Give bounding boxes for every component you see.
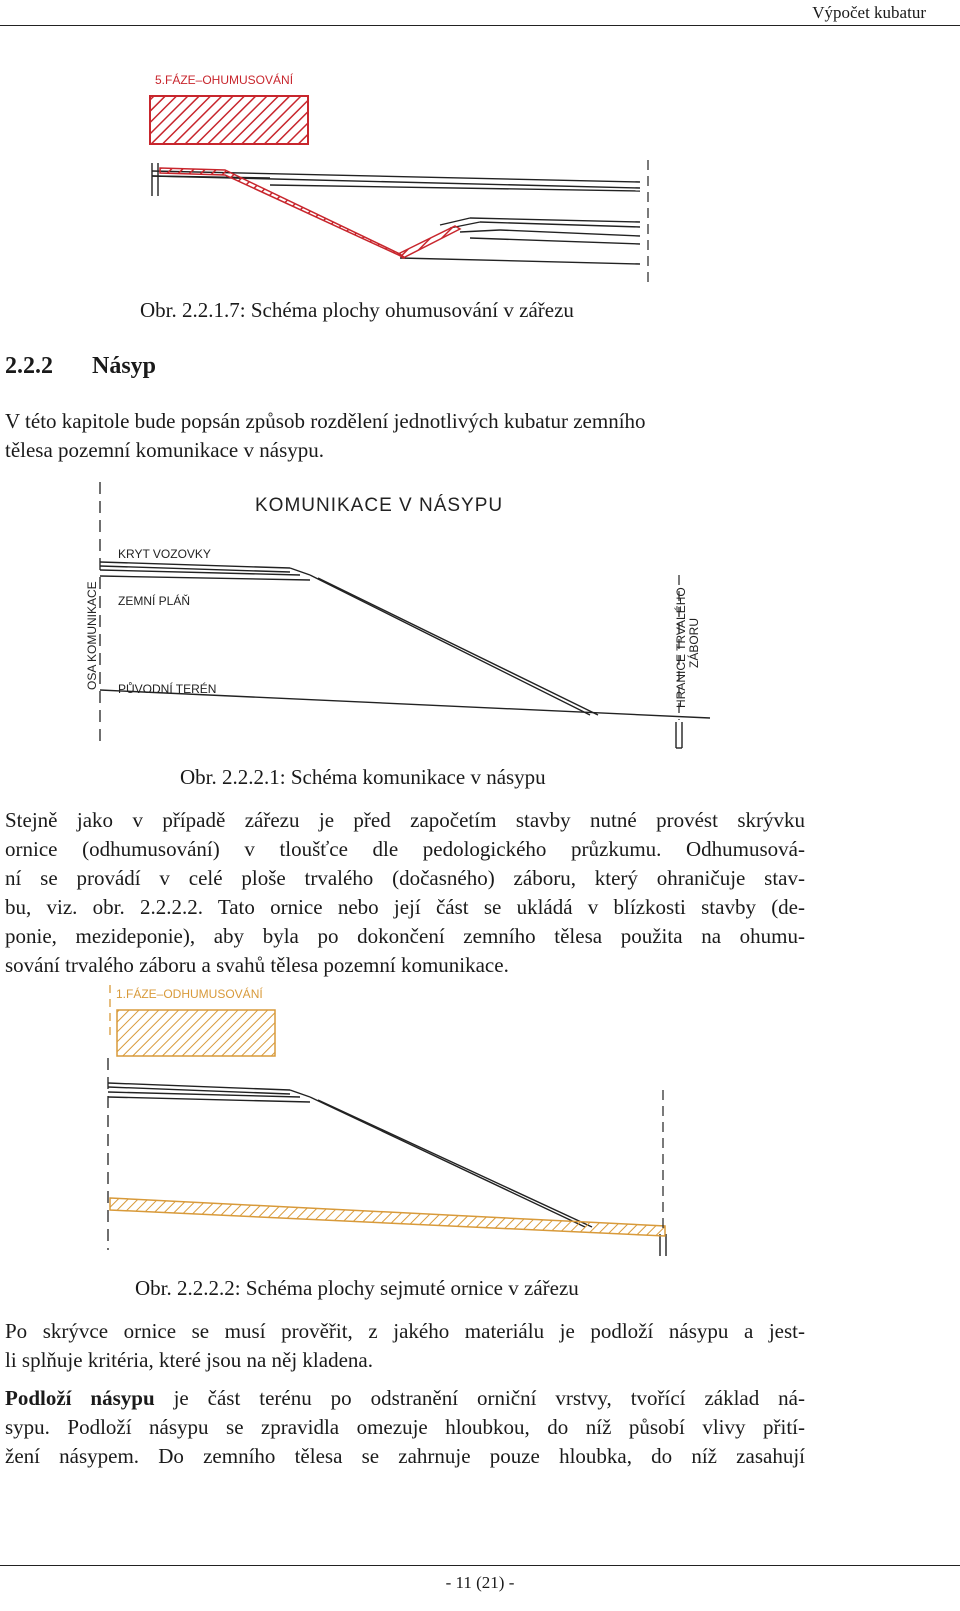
figure2-title: KOMUNIKACE V NÁSYPU <box>255 495 504 516</box>
figure1-caption: Obr. 2.2.1.7: Schéma plochy ohumusování v zářezu <box>140 298 574 322</box>
embankment-lines <box>100 562 710 748</box>
para2-line-2: ornice (odhumusování) v tloušťce dle pedologického průzkumu. Odhumusová- <box>5 837 805 861</box>
para3-line-2: li splňuje kritéria, které jsou na něj kladena. <box>5 1348 373 1372</box>
para2-line-1: Stejně jako v případě zářezu je před započetím stavby nutné provést skrývku <box>5 808 805 832</box>
para2-line-6: sování trvalého záboru a svahů tělesa pozemní komunikace. <box>5 953 509 977</box>
label-puvodni-teren: PŮVODNÍ TERÉN <box>118 682 217 696</box>
figure-cut-humus-diagram <box>0 50 960 290</box>
label-kryt-vozovky: KRYT VOZOVKY <box>118 547 211 561</box>
para3-line-1: Po skrývce ornice se musí prověřit, z jakého materiálu je podloží násypu a jest- <box>5 1319 805 1343</box>
para4-line-2: sypu. Podloží násypu se zpravidla omezuje hloubkou, do níž působí vlivy přití- <box>5 1415 805 1439</box>
legend-red-box <box>150 96 308 144</box>
intro-line-1: V této kapitole bude popsán způsob rozdělení jednotlivých kubatur zemního <box>5 409 646 433</box>
section-number: 2.2.2 <box>5 353 53 379</box>
figure-topsoil-removal-diagram <box>0 980 960 1260</box>
intro-paragraph <box>5 407 805 465</box>
figure3-caption: Obr. 2.2.2.2: Schéma plochy sejmuté ornice v zářezu <box>135 1276 579 1300</box>
figure3-label: 1.FÁZE–ODHUMUSOVÁNÍ <box>116 987 263 1001</box>
para4-line-1 <box>5 1384 805 1413</box>
page-number: - 11 (21) - <box>445 1573 515 1592</box>
paragraph-topsoil <box>5 806 805 980</box>
figure-embankment-diagram <box>0 470 960 760</box>
label-zemni-plan: ZEMNÍ PLÁŇ <box>118 594 191 608</box>
legend-orange-box <box>117 1010 275 1056</box>
para4-line-1-rest: je část terénu po odstranění orniční vrstvy, tvořící základ ná- <box>154 1386 805 1410</box>
label-hranice-2: ZÁBORU <box>687 617 701 668</box>
paragraph-subsoil-check <box>5 1317 805 1375</box>
para2-line-3: ní se provádí v celé ploše trvalého (dočasného) záboru, který ohraničuje stav- <box>5 866 805 890</box>
paragraph-embankment-base <box>5 1384 805 1471</box>
header-rule <box>0 25 960 26</box>
para4-line-3: žení násypem. Do zemního tělesa se zahrnuje pouze hloubka, do níž zasahují <box>5 1444 805 1468</box>
label-osa-komunikace: OSA KOMUNIKACE <box>85 581 99 690</box>
topsoil-strip <box>110 1198 665 1236</box>
figure2-caption: Obr. 2.2.2.1: Schéma komunikace v násypu <box>180 765 546 789</box>
running-header: Výpočet kubatur <box>812 3 926 22</box>
cut-slope-humus <box>160 168 460 258</box>
intro-line-2: tělesa pozemní komunikace v násypu. <box>5 438 324 462</box>
cut-ground-lines <box>152 163 640 264</box>
term-podlozi-nasypu: Podloží násypu <box>5 1386 155 1410</box>
figure1-label: 5.FÁZE–OHUMUSOVÁNÍ <box>155 73 294 87</box>
section-title: Násyp <box>92 353 157 379</box>
label-hranice-1: HRANICE TRVALÉHO <box>674 587 688 708</box>
para2-line-4: bu, viz. obr. 2.2.2.2. Tato ornice nebo její část se ukládá v blízkosti stavby (de- <box>5 895 805 919</box>
footer-rule <box>0 1565 960 1566</box>
para2-line-5: ponie, mezideponie), aby byla po dokončení zemního tělesa použita na ohumu- <box>5 924 805 948</box>
